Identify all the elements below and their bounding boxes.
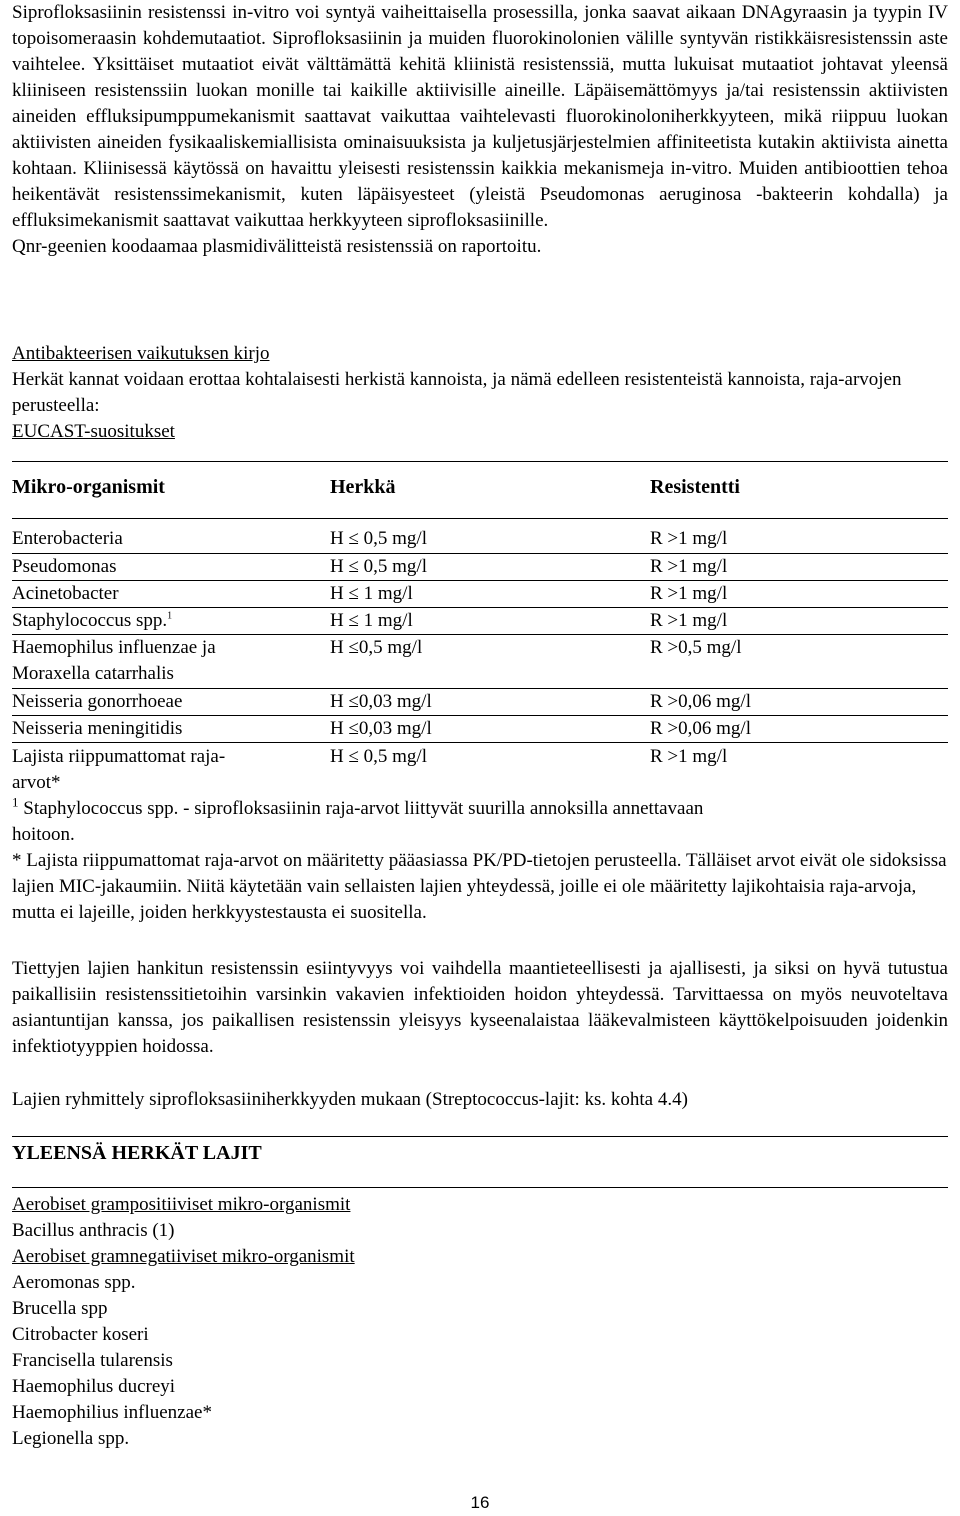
organism-cell: Haemophilus influenzae ja [12, 637, 216, 658]
susceptible-cell: H ≤ 0,5 mg/l [330, 556, 427, 577]
grouping-paragraph: Lajien ryhmittely siprofloksasiiniherkkyyden mukaan (Streptococcus-lajit: ks. kohta 4.4) [12, 1089, 688, 1110]
table-row [12, 744, 948, 796]
footnote-1-marker: 1 [12, 794, 19, 810]
list-item: Brucella spp [12, 1298, 108, 1319]
list-item: Haemophilus ducreyi [12, 1376, 176, 1397]
susceptible-cell: H ≤0,03 mg/l [330, 691, 432, 712]
header-resistant: Resistentti [650, 476, 740, 498]
table-row [12, 716, 948, 742]
group1-title: Aerobiset grampositiiviset mikro-organismit [12, 1194, 351, 1215]
organism-cell-line2: arvot* [12, 772, 61, 793]
susceptible-cell: H ≤ 1 mg/l [330, 610, 413, 631]
footnote-1-continuation: hoitoon. [12, 824, 75, 845]
spectrum-heading: Antibakteerisen vaikutuksen kirjo [12, 343, 270, 364]
table-row [12, 581, 948, 607]
resistance-paragraph-section [12, 956, 948, 1060]
page-number: 16 [470, 1493, 490, 1512]
table-top-rule [12, 461, 948, 462]
grouping-paragraph-section [12, 1087, 948, 1113]
spectrum-section [12, 341, 948, 445]
intro-last-line: Qnr-geenien koodaamaa plasmidivälitteistä resistenssiä on raportoitu. [12, 236, 542, 257]
organism-cell: Pseudomonas [12, 556, 117, 577]
susceptible-cell: H ≤0,5 mg/l [330, 637, 423, 658]
group2-title: Aerobiset gramnegatiiviset mikro-organismit [12, 1246, 355, 1267]
table-row [12, 608, 948, 634]
organism-cell: Enterobacteria [12, 528, 123, 549]
row-rule [12, 742, 948, 743]
list-item: Haemophilius influenzae* [12, 1402, 212, 1423]
resistant-cell: R >1 mg/l [650, 528, 728, 549]
header-susceptible: Herkkä [330, 476, 396, 498]
susceptible-cell: H ≤ 0,5 mg/l [330, 528, 427, 549]
species-heading-rule [12, 1187, 948, 1188]
table-row [12, 635, 948, 687]
organism-cell: Neisseria gonorrhoeae [12, 691, 183, 712]
resistant-cell: R >0,5 mg/l [650, 637, 742, 658]
footnote-marker: 1 [167, 610, 173, 622]
list-item: Francisella tularensis [12, 1350, 173, 1371]
resistant-cell: R >0,06 mg/l [650, 718, 751, 739]
resistant-cell: R >0,06 mg/l [650, 691, 751, 712]
table-row [12, 554, 948, 580]
species-heading: YLEENSÄ HERKÄT LAJIT [12, 1142, 262, 1164]
footnote-2: * Lajista riippumattomat raja-arvot on määritetty pääasiassa PK/PD-tietojen perusteella. Tälläiset arvot eivät ole sidoksissa lajien MIC-jakaumiin. Niitä käytetään vain sellaisten lajien yhteydessä, joille ei ole määritetty lajikohtaisia raja-arvoja, mutta ei lajeille, joiden herkkyystestausta ei suositella. [12, 850, 947, 923]
spectrum-text: Herkät kannat voidaan erottaa kohtalaisesti herkistä kannoista, ja nämä edelleen resistenteistä kannoista, raja-arvojen perusteella: [12, 369, 902, 416]
species-table-top-rule [12, 1136, 948, 1137]
list-item: Citrobacter koseri [12, 1324, 149, 1345]
resistant-cell: R >1 mg/l [650, 583, 728, 604]
intro-section [12, 0, 948, 260]
list-item: Bacillus anthracis (1) [12, 1220, 175, 1241]
footnote-1-text: Staphylococcus spp. - siprofloksasiinin raja-arvot liittyvät suurilla annoksilla annettavaan [23, 798, 704, 819]
resistant-cell: R >1 mg/l [650, 610, 728, 631]
organism-cell: Neisseria meningitidis [12, 718, 183, 739]
table-row [12, 689, 948, 715]
organism-cell-line2: Moraxella catarrhalis [12, 663, 174, 684]
header-organisms: Mikro-organismit [12, 476, 165, 498]
table-header-rule [12, 518, 948, 519]
list-item: Aeromonas spp. [12, 1272, 136, 1293]
susceptible-cell: H ≤ 1 mg/l [330, 583, 413, 604]
resistance-paragraph: Tiettyjen lajien hankitun resistenssin esiintyvyys voi vaihdella maantieteellisesti ja ajallisesti, ja siksi on hyvä tutustua paikallisiin resistenssitietoihin varsinkin vakavien infektioiden hoidon yhteydessä. Tarvittaessa on myös neuvoteltava asiantuntijan kanssa, jos paikallisen resistenssin yleisyys kyseenalaistaa lääkevalmisteen käyttökelpoisuuden joidenkin infektiotyyppien hoidossa. [12, 958, 948, 1057]
eucast-subheading: EUCAST-suositukset [12, 421, 175, 442]
footnotes [12, 796, 948, 926]
resistant-cell: R >1 mg/l [650, 746, 728, 767]
species-list [12, 1192, 948, 1452]
footnote-1 [12, 796, 948, 822]
organism-name: Staphylococcus spp. [12, 610, 168, 631]
list-item: Legionella spp. [12, 1428, 130, 1449]
susceptible-cell: H ≤0,03 mg/l [330, 718, 432, 739]
resistant-cell: R >1 mg/l [650, 556, 728, 577]
organism-cell: Acinetobacter [12, 583, 119, 604]
intro-paragraph: Siprofloksasiinin resistenssi in-vitro voi syntyä vaiheittaisella prosessilla, jonka saavat aikaan DNAgyraasin ja tyypin IV topoisomeraasin kohdemutaatiot. Siprofloksasiinin ja muiden fluorokinolonien välille syntyvän ristikkäisresistenssin aste vaihtelee. Yksittäiset mutaatiot eivät välttämättä kehitä kliinistä resistenssiä, mutta lukuisat mutaatiot johtavat yleensä kliiniseen resistenssiin luokan monille tai kaikille aktiivisille aineille. Läpäisemättömyys ja/tai resistenssin aktiivisten aineiden effluksipumppumekanismit saattavat vaikuttaa vaihtelevasti fluorokinoloniherkkyyteen, mikä riippuu luokan aktiivisten aineiden fysikaaliskemiallisista ominaisuuksista ja kuljetusjärjestelmien affiniteetista kutakin aktiivista ainetta kohtaan. Kliinisessä käytössä on havaittu yleisesti resistenssin kaikkia mekanismeja in-vitro. Muiden antibioottien tehoa heikentävät resistenssimekanismit, kuten läpäisyesteet (yleistä Pseudomonas aeruginosa -bakteerin kohdalla) ja effluksimekanismit saattavat vaikuttaa herkkyyteen siprofloksasiinille. [12, 2, 948, 231]
table-row [12, 526, 948, 552]
susceptible-cell: H ≤ 0,5 mg/l [330, 746, 427, 767]
table-header-row [12, 474, 948, 500]
organism-cell [12, 608, 172, 634]
organism-cell: Lajista riippumattomat raja- [12, 746, 226, 767]
